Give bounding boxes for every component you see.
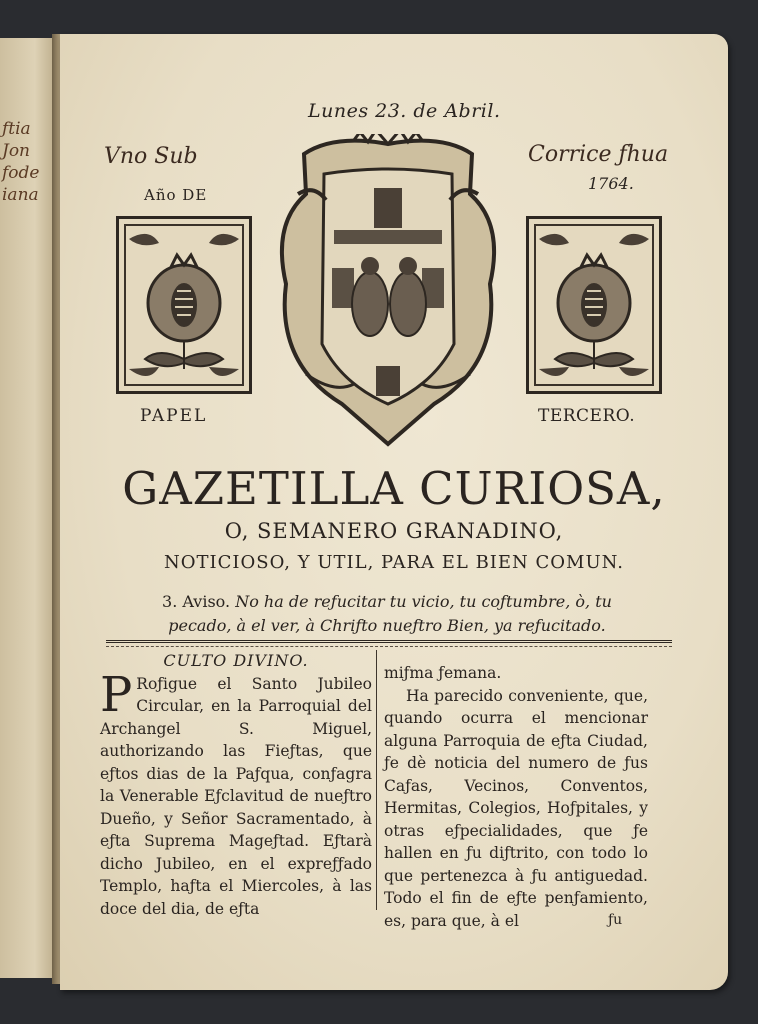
coat-of-arms [264,134,512,450]
issue-year: 1764. [588,174,634,193]
handwritten-note-right: Corrice ƒhua [528,142,669,167]
aviso-text: No ha de reƒucitar tu vicio, tu coƒtumbre, ò, tu pecado, à el ver, à Chriƒto nueƒtro Bien, ya reƒucitado. [168,592,612,635]
section-rule-dashed [106,646,672,647]
masthead-title: GAZETILLA CURIOSA, [122,462,666,515]
left-page-handwriting: ƒtia Jon fode iana [2,119,40,205]
column-divider [376,650,377,910]
pomegranate-icon [119,219,249,391]
pomegranate-ornament-right [526,216,662,394]
aviso-label: 3. Aviso. [162,592,231,611]
pomegranate-ornament-left [116,216,252,394]
left-page-edge [0,38,60,978]
coat-of-arms-icon [264,134,512,450]
section-rule [106,640,672,643]
drop-cap: P [100,666,133,723]
right-column-paragraph: Ha parecido conveniente, que, quando ocurra el mencionar alguna Parroquia de eƒta Ciudad, ƒe dè noticia del numero de ƒus Caƒas, Vecinos, Conventos, Hermitas, Colegios, Hoƒpitales, y otras eƒpecialidades, que ƒe hallen en ƒu diƒtrito, con todo lo que pertenezca à ƒu antiguedad. Todo el fin de eƒte penƒamiento, es, para que, à el [384,686,648,930]
tercero-label: TERCERO. [538,406,636,426]
handwritten-note-left: Vno Sub [104,144,198,169]
left-column [100,650,372,920]
pomegranate-icon [529,219,659,391]
catchword: ƒu [608,912,623,928]
left-column-text: Roƒigue el Santo Jubileo Circular, en la Parroquial del Archangel S. Miguel, authorizando las Fieƒtas, que eƒtos dias de la Paƒqua, conƒagra la Venerable Eƒclavitud de nueƒtro Dueño, y Señor Sacramentado, à eƒta Suprema Mageƒtad. Eƒtarà dicho Jubileo, en el expreƒƒado Templo, haƒta el Miercoles, à las doce del dia, de eƒta [100,674,372,918]
masthead-subtitle-2: NOTICIOSO, Y UTIL, PARA EL BIEN COMUN. [164,552,624,573]
papel-label: PAPEL [140,406,208,426]
aviso-notice [132,590,642,638]
masthead-subtitle-1: O, SEMANERO GRANADINO, [224,519,564,543]
left-column-paragraph [100,666,372,921]
issue-date: Lunes 23. de Abril. [308,100,501,122]
column-heading: CULTO DIVINO. [163,651,309,670]
ano-label: Año DE [144,186,208,204]
right-column-continuation: miƒma ƒemana. [384,664,502,682]
right-column [384,662,648,932]
newspaper-page [60,34,728,990]
